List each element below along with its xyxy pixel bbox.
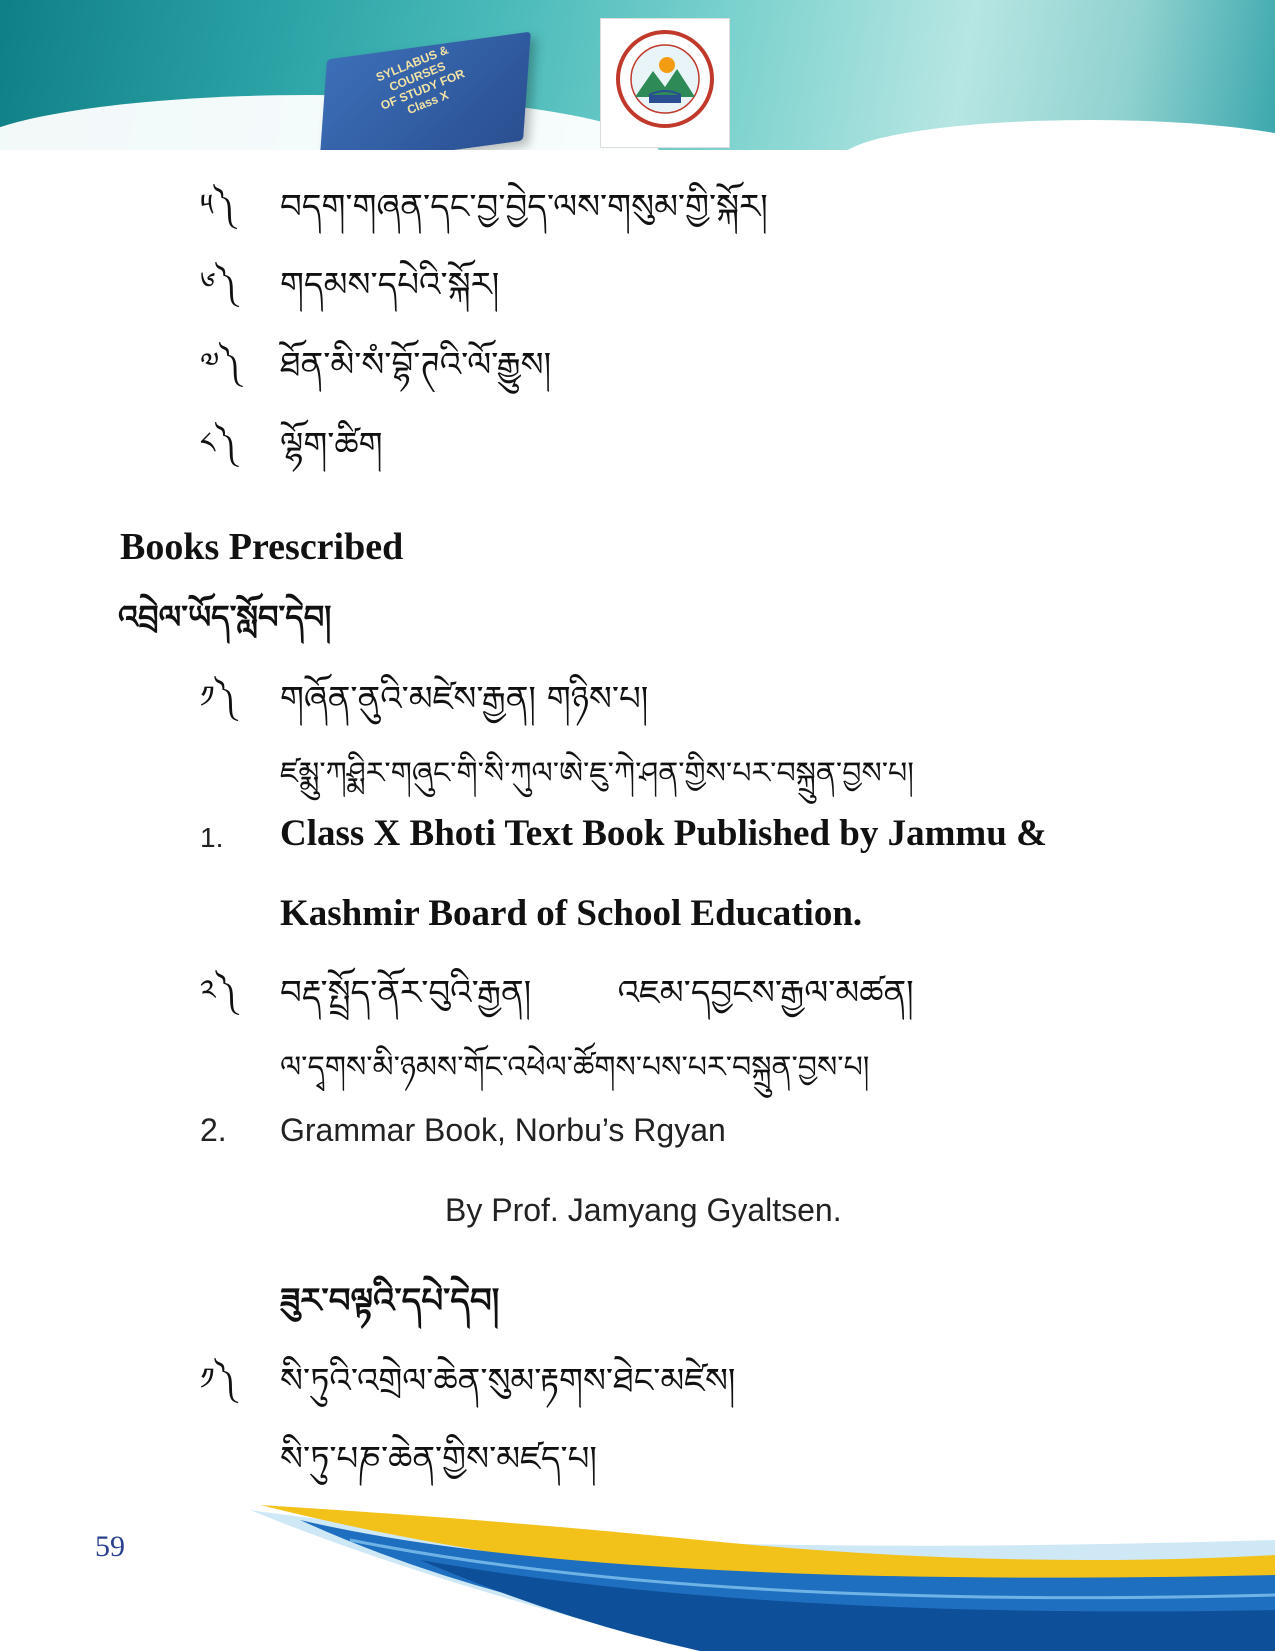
list-number: ༢༽ [200,974,237,1009]
book-publisher-english: Kashmir Board of School Education. [280,893,863,934]
list-number: ༥༽ [200,188,235,223]
reference-book-author-tibetan: སི་ཏུ་པཎ་ཆེན་གྱིས་མཛད་པ། [280,1439,597,1479]
list-number: ༡༽ [200,680,236,715]
book-title-tibetan: བརྡ་སྤྲོད་ནོར་བུའི་རྒྱན། འཇམ་དབྱངས་རྒྱལ་མཚན། [280,973,914,1013]
reference-book-title-tibetan: སི་ཏུའི་འགྲེལ་ཆེན་སུམ་རྟགས་ཐེང་མཛེས། [280,1361,736,1401]
book-publisher-tibetan: ལ་དྭགས་མི་ཉམས་གོང་འཕེལ་ཚོགས་པས་པར་བསྐྲུན་བྱས་པ། [280,1050,870,1085]
book-cover-text: SYLLABUS & COURSES OF STUDY FOR Class X [373,42,467,118]
list-item-text: ཐོན་མི་སཾ་བྷོ་ཊའི་ལོ་རྒྱུས། [280,345,552,385]
book-author-english: By Prof. Jamyang Gyaltsen. [445,1192,842,1228]
list-number: 2. [200,1112,227,1148]
list-number: ༨༽ [200,426,237,461]
list-item-text: ལྷོག་ཚིག [280,425,383,465]
book-title-tibetan: གཞོན་ནུའི་མཛེས་རྒྱན། གཉིས་པ། [280,679,649,719]
book-publisher-tibetan: ཛམྨུ་ཀཤྨིར་གཞུང་གི་སི་ཀུལ་ཨེ་ཇུ་ཀེ་ཤན་གྱིས་པར་བསྐྲུན་བྱས་པ། [280,756,914,791]
list-item-text: གདམས་དཔེའི་སྐོར། [280,265,500,305]
books-prescribed-heading: Books Prescribed [120,526,404,568]
book-title-english: Class X Bhoti Text Book Published by Jammu & [280,813,1047,854]
list-number: ༧༽ [200,346,241,381]
list-number: 1. [200,822,224,853]
list-number: ༦༽ [200,266,237,301]
list-item-text: བདག་གཞན་དང་བྱ་བྱེད་ལས་གསུམ་གྱི་སྐོར། [280,187,768,227]
reference-books-heading-tibetan: ཟུར་བལྟའི་དཔེ་དེབ། [280,1281,500,1321]
book-title-english: Grammar Book, Norbu’s Rgyan [280,1112,726,1148]
footer-wave-banner [0,1500,1275,1651]
books-prescribed-heading-tibetan: འབྲེལ་ཡོད་སློབ་དེབ། [118,598,332,636]
page-number: 59 [95,1530,125,1563]
list-number: ༡༽ [200,1362,236,1397]
